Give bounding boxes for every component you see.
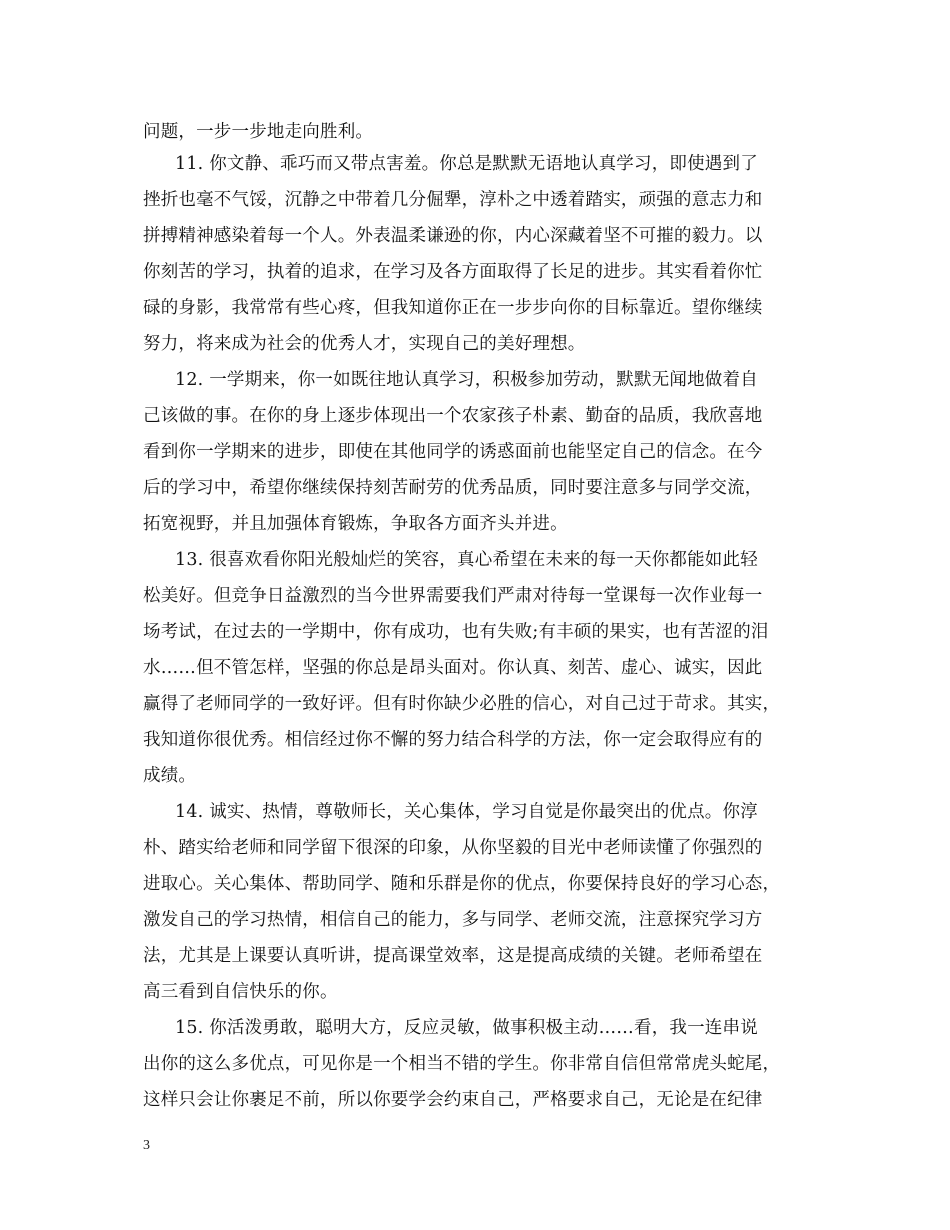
text-line: 赢得了老师同学的一致好评。但有时你缺少必胜的信心，对自己过于苛求。其实， (143, 694, 781, 714)
text-line: 激发自己的学习热情，相信自己的能力，多与同学、老师交流，注意探究学习方 (143, 910, 763, 930)
text-line: 挫折也毫不气馁，沉静之中带着几分倔犟，淳朴之中透着踏实，顽强的意志力和 (143, 190, 763, 210)
paragraph-12-first-line: 12. 一学期来，你一如既往地认真学习，积极参加劳动，默默无闻地做着自 (175, 370, 758, 390)
text-line: 看到你一学期来的进步，即使在其他同学的诱惑面前也能坚定自己的信念。在今 (143, 442, 763, 462)
text-line: 努力，将来成为社会的优秀人才，实现自己的美好理想。 (143, 334, 586, 354)
text-line: 拼搏精神感染着每一个人。外表温柔谦逊的你，内心深藏着坚不可摧的毅力。以 (143, 226, 763, 246)
paragraph-13-first-line: 13. 很喜欢看你阳光般灿烂的笑容，真心希望在未来的每一天你都能如此轻 (175, 550, 758, 570)
page-number: 3 (143, 1138, 150, 1153)
paragraph-15-first-line: 15. 你活泼勇敢，聪明大方，反应灵敏，做事积极主动……看，我一连串说 (175, 1018, 758, 1038)
paragraph-14-first-line: 14. 诚实、热情，尊敬师长，关心集体，学习自觉是你最突出的优点。你淳 (175, 802, 758, 822)
paragraph-11-first-line: 11. 你文静、乖巧而又带点害羞。你总是默默无语地认真学习，即使遇到了 (175, 154, 758, 174)
text-line: 己该做的事。在你的身上逐步体现出一个农家孩子朴素、勤奋的品质，我欣喜地 (143, 406, 763, 426)
text-line: 法，尤其是上课要认真听讲，提高课堂效率，这是提高成绩的关键。老师希望在 (143, 946, 763, 966)
text-line: 场考试，在过去的一学期中，你有成功，也有失败;有丰硕的果实，也有苦涩的泪 (143, 622, 769, 642)
text-line: 你刻苦的学习，执着的追求，在学习及各方面取得了长足的进步。其实看着你忙 (143, 262, 763, 282)
text-line: 拓宽视野，并且加强体育锻炼，争取各方面齐头并进。 (143, 514, 568, 534)
text-line: 我知道你很优秀。相信经过你不懈的努力结合科学的方法，你一定会取得应有的 (143, 730, 763, 750)
text-line: 水……但不管怎样，坚强的你总是昂头面对。你认真、刻苦、虚心、诚实，因此 (143, 658, 763, 678)
text-line: 问题，一步一步地走向胜利。 (143, 122, 374, 142)
text-line: 松美好。但竞争日益激烈的当今世界需要我们严肃对待每一堂课每一次作业每一 (143, 586, 763, 606)
text-line: 这样只会让你裹足不前，所以你要学会约束自己，严格要求自己，无论是在纪律 (143, 1090, 763, 1110)
text-line: 进取心。关心集体、帮助同学、随和乐群是你的优点，你要保持良好的学习心态， (143, 874, 781, 894)
text-line: 朴、踏实给老师和同学留下很深的印象，从你坚毅的目光中老师读懂了你强烈的 (143, 838, 763, 858)
text-line: 出你的这么多优点，可见你是一个相当不错的学生。你非常自信但常常虎头蛇尾， (143, 1054, 781, 1074)
text-line: 碌的身影，我常常有些心疼，但我知道你正在一步步向你的目标靠近。望你继续 (143, 298, 763, 318)
text-line: 成绩。 (143, 766, 197, 786)
text-line: 高三看到自信快乐的你。 (143, 982, 338, 1002)
text-line: 后的学习中，希望你继续保持刻苦耐劳的优秀品质，同时要注意多与同学交流， (143, 478, 763, 498)
